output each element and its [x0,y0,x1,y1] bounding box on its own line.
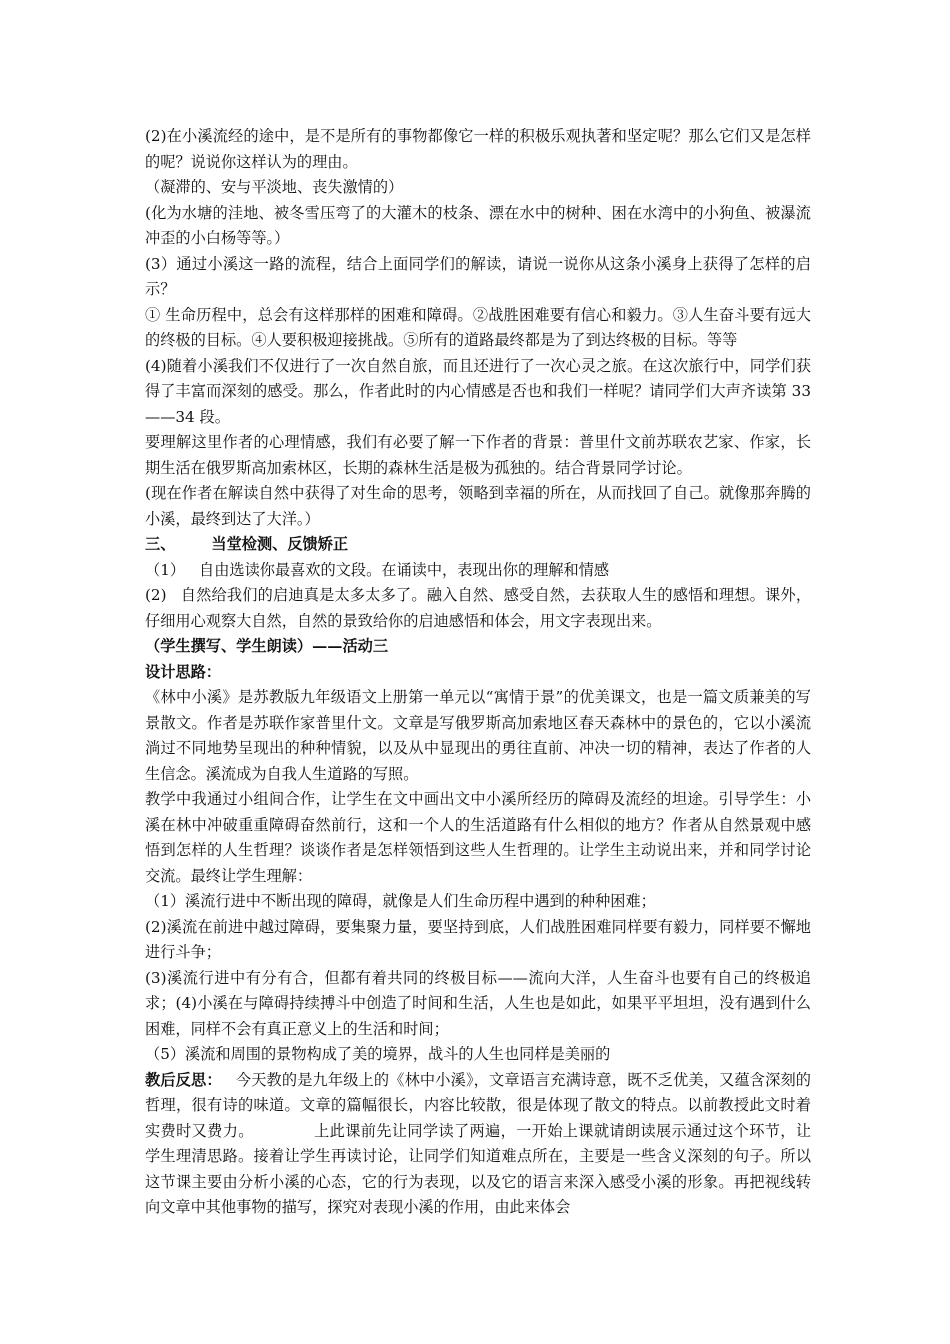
task-2 [145,583,811,634]
question-2: (2)在小溪流经的途中，是不是所有的事物都像它一样的积极乐观执著和坚定呢？那么它们又是怎样的呢？说说你这样认为的理由。 [145,127,811,171]
section-3-title: 当堂检测、反馈矫正 [211,535,349,553]
document-page [145,124,811,1221]
activity-3-label: （学生撰写、学生朗读）——活动三 [145,637,388,655]
section-3-heading [145,532,811,558]
author-background-answer: (现在作者在解读自然中获得了对生命的思考，领略到幸福的所在，从而找回了自己。就像那奔腾的小溪，最终到达了大洋。） [145,484,811,528]
task-1-text: 自由选读你最喜欢的文段。在诵读中，表现出你的理解和情感 [199,560,610,579]
task-2-number: (2) [145,586,167,604]
task-1-number: （1） [145,560,186,579]
design-heading: 设计思路： [145,662,221,681]
design-paragraph-2: 教学中我通过小组间合作，让学生在文中画出文中小溪所经历的障碍及流经的坦途。引导学生：小溪在林中冲破重重障碍奋然前行，这和一个人的生活道路有什么相似的地方？作者从自然景观中感悟到怎样的人生哲理？谈谈作者是怎样领悟到这些人生哲理的。让学生主动说出来，并和同学讨论交流。最终让学生理解： [145,790,811,885]
question-2-answer-2: (化为水塘的洼地、被冬雪压弯了的大灌木的枝条、漂在水中的树种、困在水湾中的小狗鱼、被瀑流冲歪的小白杨等等。） [145,203,811,247]
question-3-answer: ① 生命历程中，总会有这样那样的困难和障碍。②战胜困难要有信心和毅力。③人生奋斗要有远大的终极的目标。④人要积极迎接挑战。⑤所有的道路最终都是为了到达终极的目标。等等 [145,305,811,349]
design-point-2: (2)溪流在前进中越过障碍，要集聚力量，要坚持到底，人们战胜困难同样要有毅力，同样要不懈地进行斗争； [145,917,811,961]
question-3: (3）通过小溪这一路的流程，结合上面同学们的解读，请说一说你从这条小溪身上获得了怎样的启示？ [145,254,811,298]
reflection-text-1: 今天教的是九年级上的《林中小溪》，文章语言充满诗意，既不乏优美，又蕴含深刻的哲理，很有诗的味道。文章的篇幅很长，内容比较散，很是体现了散文的特点。以前教授此文时着实费时又费力。 [145,1070,811,1140]
reflection [145,1068,811,1221]
design-point-1: （1）溪流行进中不断出现的障碍，就像是人们生命历程中遇到的种种困难； [145,892,656,910]
task-2-text: 自然给我们的启迪真是太多太多了。融入自然、感受自然，去获取人生的感悟和理想。课外，仔细用心观察大自然，自然的景致给你的启迪感悟和体会，用文字表现出来。 [145,586,811,630]
task-1 [145,558,811,584]
question-4: (4)随着小溪我们不仅进行了一次自然自旅，而且还进行了一次心灵之旅。在这次旅行中，同学们获得了丰富而深刻的感受。那么，作者此时的内心情感是否也和我们一样呢？请同学们大声齐读第 33——34 段。 [145,356,811,426]
design-paragraph-1: 《林中小溪》是苏教版九年级语文上册第一单元以“寓情于景”的优美课文，也是一篇文质兼美的写景散文。作者是苏联作家普里什文。文章是写俄罗斯高加索地区春天森林中的景色的，它以小溪流淌过不同地势呈现出的种种情貌，以及从中显现出的勇往直前、冲决一切的精神，表达了作者的人生信念。溪流成为自我人生道路的写照。 [145,688,811,783]
reflection-text-2: 上此课前先让同学读了两遍，一开始上课就请朗读展示通过这个环节，让学生理清思路。接着让学生再读讨论，让同学们知道难点所在，主要是一些含义深刻的句子。所以这节课主要由分析小溪的心态，它的行为表现，以及它的语言来深入感受小溪的形象。再把视线转向文章中其他事物的描写，探究对表现小溪的作用，由此来体会 [145,1121,812,1216]
design-point-3-4: (3)溪流行进中有分有合，但都有着共同的终极目标——流向大洋，人生奋斗也要有自己的终极追求；(4)小溪在与障碍持续搏斗中创造了时间和生活，人生也是如此，如果平平坦坦，没有遇到什么困难，同样不会有真正意义上的生活和时间； [145,968,811,1038]
reflection-heading: 教后反思： [145,1070,222,1089]
author-background: 要理解这里作者的心理情感，我们有必要了解一下作者的背景：普里什文前苏联农艺家、作家，长期生活在俄罗斯高加索林区，长期的森林生活是极为孤独的。结合背景同学讨论。 [145,433,811,477]
question-2-answer-1: （凝滞的、安与平淡地、丧失激情的） [145,178,404,196]
design-point-5: （5）溪流和周围的景物构成了美的境界，战斗的人生也同样是美丽的 [145,1045,611,1063]
section-3-number: 三、 [145,535,176,553]
